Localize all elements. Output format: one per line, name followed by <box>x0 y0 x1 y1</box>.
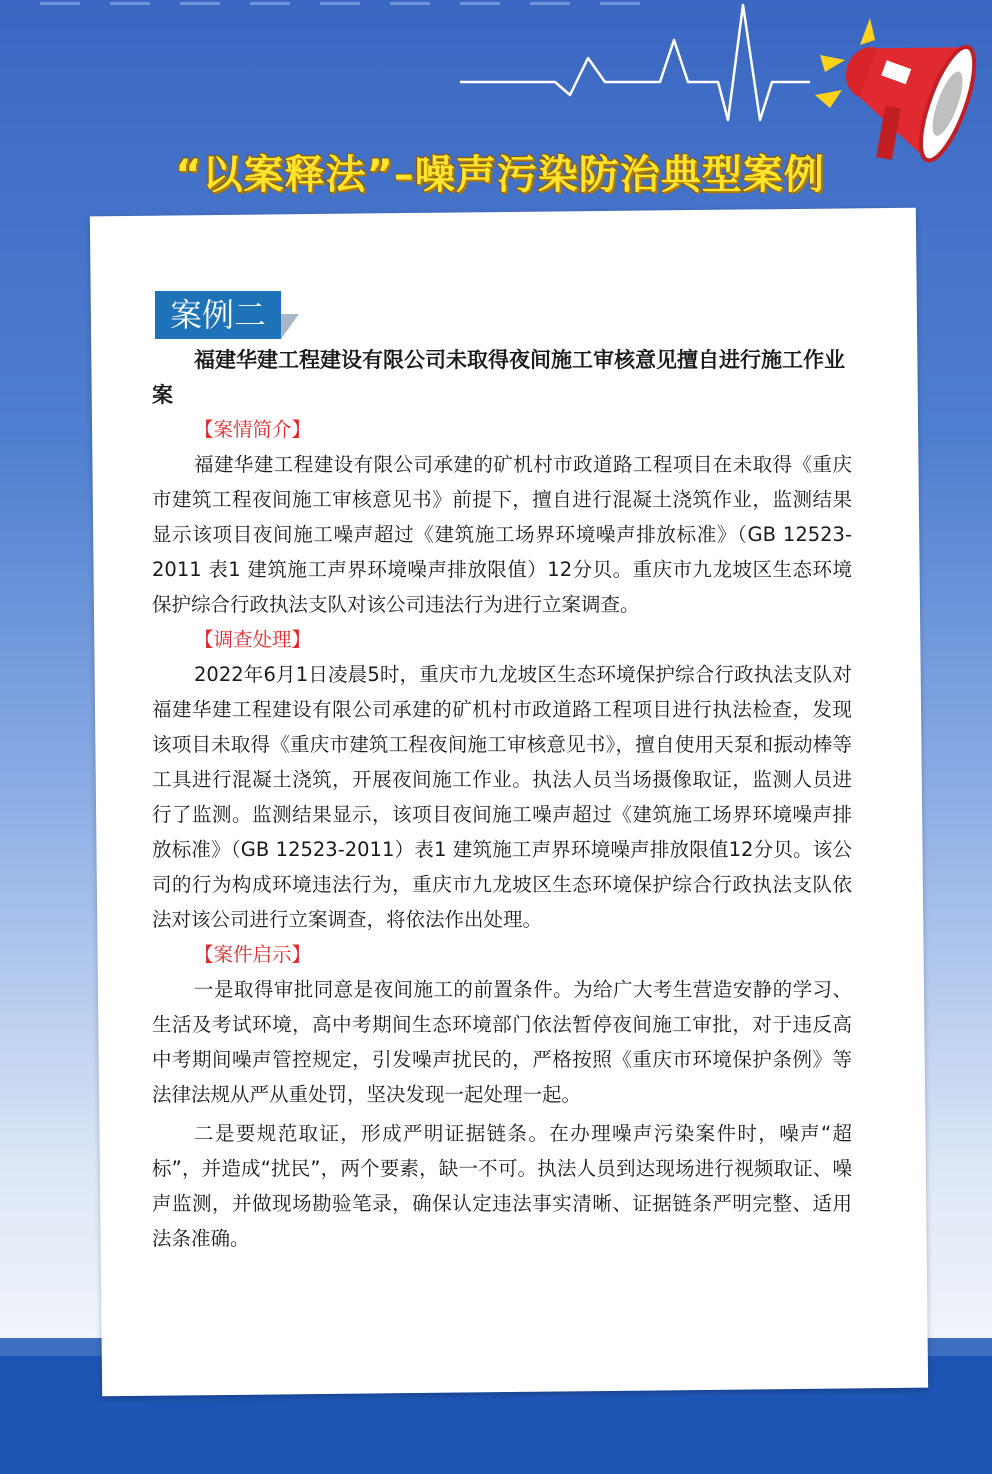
case-number-tag: 案例二 <box>155 291 281 339</box>
lesson-paragraph-1: 一是取得审批同意是夜间施工的前置条件。为给广大考生营造安静的学习、生活及考试环境，高中考期间生态环境部门依法暂停夜间施工审批，对于违反高中考期间噪声管控规定，引发噪声扰民的，严格按照《重庆市环境保护条例》等法律法规从严从重处罚，坚决发现一起处理一起。 <box>152 978 852 1106</box>
case-tag-fold <box>281 314 299 339</box>
case-title: 福建华建工程建设有限公司未取得夜间施工审核意见擅自进行施工作业案 <box>152 347 845 407</box>
case-content <box>152 342 852 1256</box>
section-heading-summary: 【案情简介】 <box>194 418 312 441</box>
section-heading-lessons: 【案件启示】 <box>194 943 312 966</box>
investigation-paragraph: 2022年6月1日凌晨5时，重庆市九龙坡区生态环境保护综合行政执法支队对福建华建工程建设有限公司承建的矿机村市政道路工程项目进行执法检查，发现该项目未取得《重庆市建筑工程夜间施工审核意见书》，擅自使用天泵和振动棒等工具进行混凝土浇筑，开展夜间施工作业。执法人员当场摄像取证，监测人员进行了监测。监测结果显示，该项目夜间施工噪声超过《建筑施工场界环境噪声排放标准》（GB 12523-2011）表1 建筑施工声界环境噪声排放限值12分贝。该公司的行为构成环境违法行为，重庆市九龙坡区生态环境保护综合行政执法支队依法对该公司进行立案调查，将依法作出处理。 <box>152 663 852 931</box>
summary-paragraph: 福建华建工程建设有限公司承建的矿机村市政道路工程项目在未取得《重庆市建筑工程夜间施工审核意见书》前提下，擅自进行混凝土浇筑作业，监测结果显示该项目夜间施工噪声超过《建筑施工场界环境噪声排放标准》（GB 12523-2011 表1 建筑施工声界环境噪声排放限值）12分贝。重庆市九龙坡区生态环境保护综合行政执法支队对该公司违法行为进行立案调查。 <box>152 453 852 616</box>
section-heading-investigation: 【调查处理】 <box>194 628 312 651</box>
lesson-paragraph-2: 二是要规范取证，形成严明证据链条。在办理噪声污染案件时，噪声“超标”，并造成“扰民”，两个要素，缺一不可。执法人员到达现场进行视频取证、噪声监测，并做现场勘验笔录，确保认定违法事实清晰、证据链条严明完整、适用法条准确。 <box>152 1122 852 1250</box>
page-title: “以案释法”–噪声污染防治典型案例 <box>175 152 825 198</box>
